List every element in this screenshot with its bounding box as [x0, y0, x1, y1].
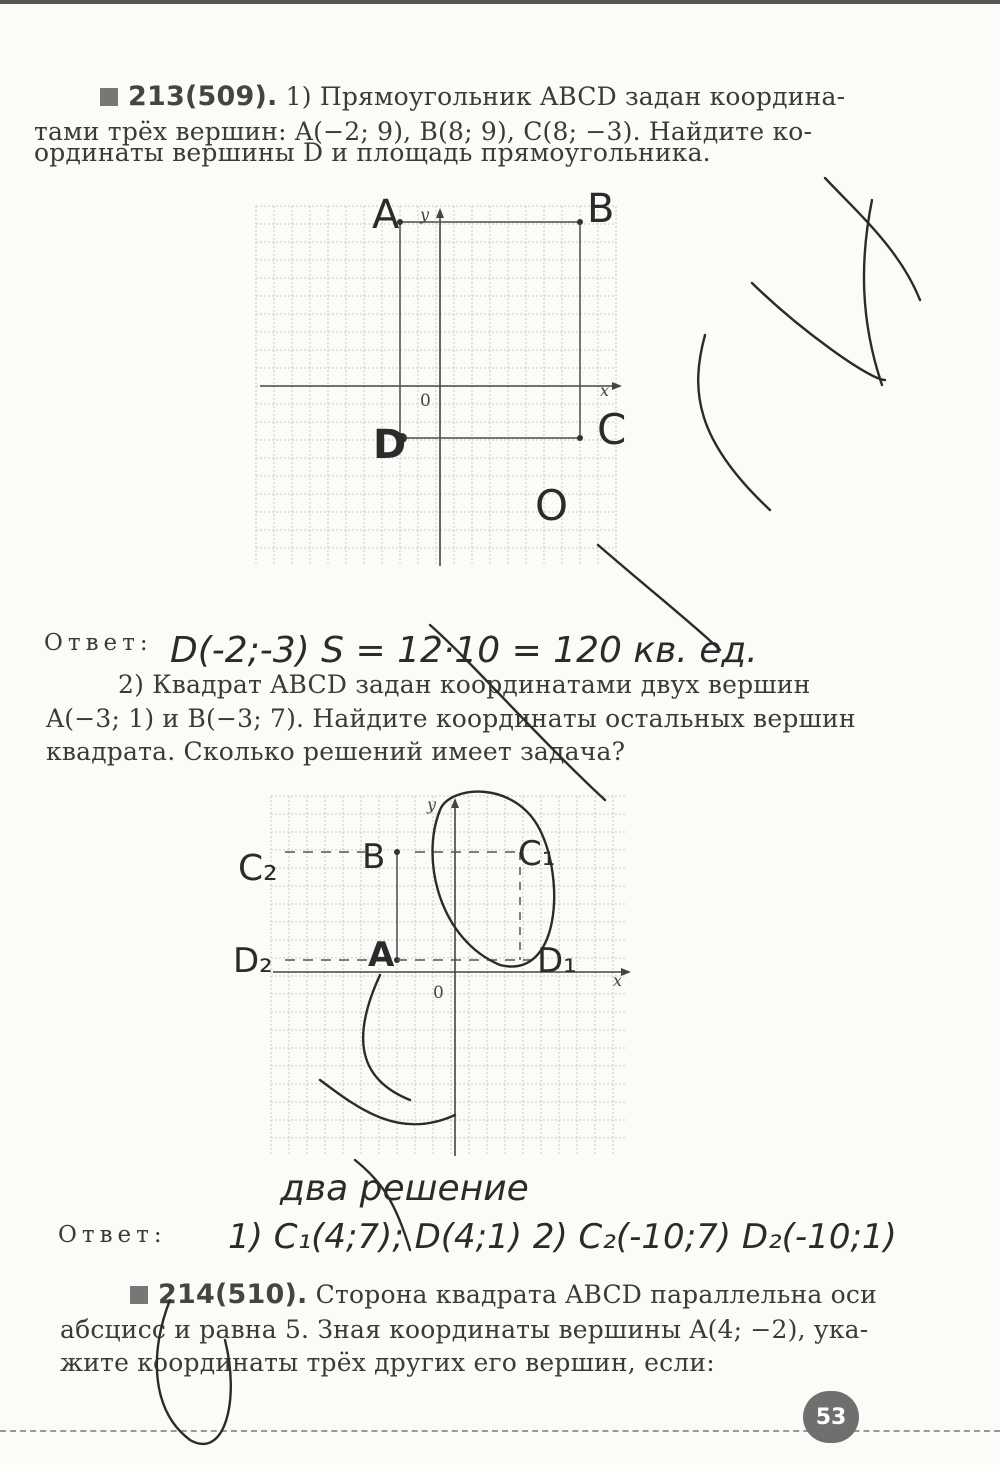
task-214-line-3: жите координаты трёх других его вершин, если:: [60, 1348, 715, 1377]
task-214-line-1: 214(510). Сторона квадрата ABCD параллельна оси: [130, 1278, 877, 1311]
hand-label-d1: D₁: [537, 941, 577, 981]
graph-2-x-label: x: [613, 971, 623, 990]
scribble-loop: [157, 1300, 231, 1444]
page-number-badge: 53: [803, 1391, 859, 1443]
hand-label-a2: A: [368, 935, 395, 975]
hand-label-c2: C₂: [238, 848, 278, 889]
task-213-line-2: тами трёх вершин: A(−2; 9), B(8; 9), C(8; −3). Найдите ко-: [34, 117, 813, 146]
task-213-part2-line-3: квадрата. Сколько решений имеет задача?: [46, 737, 626, 766]
hand-label-a: A: [372, 192, 400, 238]
hand-label-c1: C₁: [518, 834, 556, 874]
graph-2-y-label: y: [427, 795, 437, 814]
hand-answer-2: 1) C₁(4;7); D(4;1) 2) C₂(-10;7) D₂(-10;1): [228, 1217, 897, 1257]
hand-scribble-o: O: [535, 481, 569, 530]
answer-1-label: Ответ:: [44, 630, 153, 656]
hand-answer-2-heading: два решение: [280, 1168, 529, 1209]
graph-2-origin: 0: [433, 983, 444, 1003]
hand-label-d2: D₂: [233, 941, 273, 981]
hand-label-b: B: [587, 186, 615, 232]
answer-2-label: Ответ:: [58, 1222, 167, 1248]
scribble-circle: [433, 792, 555, 967]
hand-label-d: D: [373, 422, 407, 468]
task-214-line-2: абсцисс и равна 5. Зная координаты вершины A(4; −2), ука-: [60, 1315, 869, 1344]
hand-label-b2: B: [362, 837, 386, 877]
scribble-grade-mark: [698, 178, 920, 510]
task-213-line-3-text: ординаты вершины D и площадь прямоугольника.: [34, 138, 711, 167]
task-213-number: 213(509).: [128, 81, 278, 112]
task-214-number: 214(510).: [158, 1279, 308, 1310]
hand-answer-1: D(-2;-3) S = 12·10 = 120 кв. ед.: [170, 630, 758, 671]
task-213-part2-line-2: A(−3; 1) и B(−3; 7). Найдите координаты остальных вершин: [46, 704, 856, 733]
graph-1-origin: 0: [420, 391, 431, 411]
task-213-line-1: 213(509). 1) Прямоугольник ABCD задан координа-: [100, 80, 845, 113]
hand-label-c: C: [597, 405, 627, 454]
graph-1-x-label: x: [600, 381, 610, 400]
graph-1-y-label: y: [420, 205, 430, 224]
task-213-part2-line-1: 2) Квадрат ABCD задан координатами двух вершин: [118, 670, 811, 699]
